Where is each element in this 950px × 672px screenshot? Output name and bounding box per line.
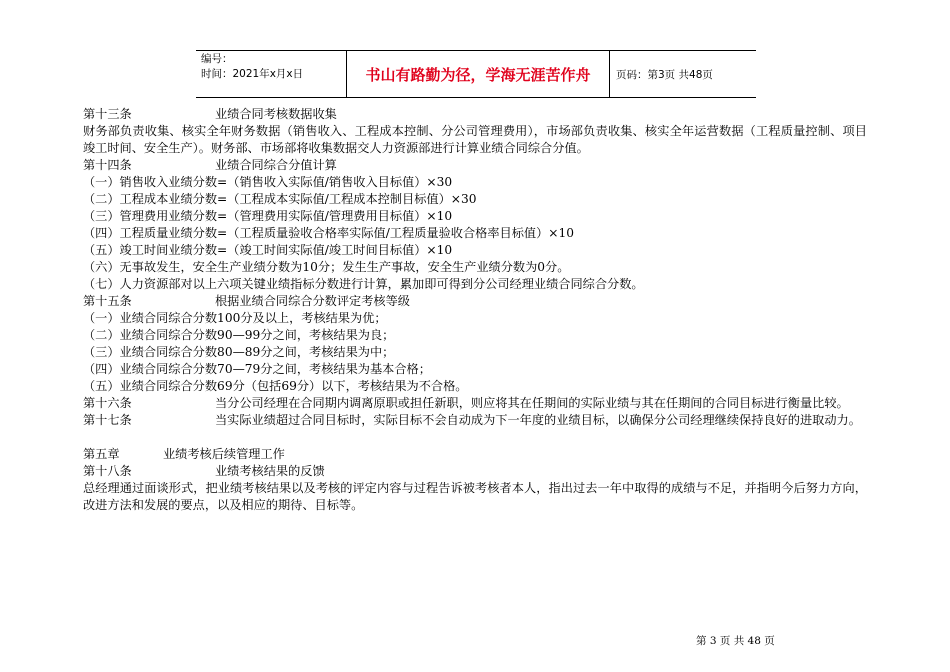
chapter-title: 业绩考核后续管理工作 bbox=[163, 447, 285, 461]
article-number: 第十五条 bbox=[83, 294, 132, 308]
list-item: （六）无事故发生，安全生产业绩分数为10分；发生生产事故，安全生产业绩分数为0分。 bbox=[83, 260, 570, 274]
article-number: 第十八条 bbox=[83, 464, 132, 478]
document-body bbox=[83, 106, 867, 514]
article-13-body: 财务部负责收集、核实全年财务数据（销售收入、工程成本控制、分公司管理费用），市场部负责收集、核实全年运营数据（工程质量控制、项目竣工时间、安全生产）。财务部、市场部将收集数据交人力资源部进行计算业绩合同综合分值。 bbox=[83, 124, 867, 155]
list-item: （五）业绩合同综合分数69分（包括69分）以下，考核结果为不合格。 bbox=[83, 379, 468, 393]
article-title: 业绩合同综合分值计算 bbox=[215, 158, 337, 172]
chapter-number: 第五章 bbox=[83, 447, 120, 461]
article-text: 当分公司经理在合同期内调离原职或担任新职，则应将其在任期间的实际业绩与其在任期间的合同目标进行衡量比较。 bbox=[215, 396, 849, 410]
page-footer: 第 3 页 共 48 页 bbox=[696, 635, 775, 647]
list-item: （一）销售收入业绩分数=（销售收入实际值/销售收入目标值）×30 bbox=[83, 175, 453, 189]
number-label: 编号： bbox=[201, 53, 233, 65]
list-item: （七）人力资源部对以上六项关键业绩指标分数进行计算，累加即可得到分公司经理业绩合同综合分数。 bbox=[83, 277, 644, 291]
chapter-5-heading bbox=[83, 446, 867, 463]
list-item: （二）业绩合同综合分数90—99分之间，考核结果为良； bbox=[83, 328, 395, 342]
page-header bbox=[196, 50, 756, 98]
article-17 bbox=[83, 412, 867, 429]
list-item: （三）管理费用业绩分数=（管理费用实际值/管理费用目标值）×10 bbox=[83, 209, 453, 223]
article-text: 当实际业绩超过合同目标时，实际目标不会自动成为下一年度的业绩目标，以确保分公司经理继续保持良好的进取动力。 bbox=[215, 413, 861, 427]
time-label: 时间：2021年x月x日 bbox=[201, 68, 304, 80]
list-item: （五）竣工时间业绩分数=（竣工时间实际值/竣工时间目标值）×10 bbox=[83, 243, 453, 257]
article-13-heading bbox=[83, 106, 867, 123]
header-page-label: 页码：第3页 共48页 bbox=[616, 68, 713, 81]
list-item: （四）工程质量业绩分数=（工程质量验收合格率实际值/工程质量验收合格率目标值）×10 bbox=[83, 226, 574, 240]
header-motto: 书山有路勤为径，学海无涯苦作舟 bbox=[347, 51, 610, 97]
article-14-heading bbox=[83, 157, 867, 174]
list-item: （一）业绩合同综合分数100分及以上，考核结果为优； bbox=[83, 311, 387, 325]
article-number: 第十六条 bbox=[83, 396, 132, 410]
article-15-heading bbox=[83, 293, 867, 310]
list-item: （二）工程成本业绩分数=（工程成本实际值/工程成本控制目标值）×30 bbox=[83, 192, 477, 206]
list-item: （三）业绩合同综合分数80—89分之间，考核结果为中； bbox=[83, 345, 395, 359]
article-18-body: 总经理通过面谈形式，把业绩考核结果以及考核的评定内容与过程告诉被考核者本人，指出过去一年中取得的成绩与不足，并指明今后努力方向，改进方法和发展的要点，以及相应的期待、目标等。 bbox=[83, 481, 867, 512]
header-meta bbox=[196, 51, 347, 97]
article-number: 第十三条 bbox=[83, 107, 132, 121]
article-title: 业绩考核结果的反馈 bbox=[215, 464, 325, 478]
list-item: （四）业绩合同综合分数70—79分之间，考核结果为基本合格； bbox=[83, 362, 431, 376]
article-18-heading bbox=[83, 463, 867, 480]
spacer bbox=[83, 429, 867, 446]
article-16 bbox=[83, 395, 867, 412]
article-title: 业绩合同考核数据收集 bbox=[215, 107, 337, 121]
article-number: 第十四条 bbox=[83, 158, 132, 172]
article-number: 第十七条 bbox=[83, 413, 132, 427]
article-title: 根据业绩合同综合分数评定考核等级 bbox=[215, 294, 410, 308]
